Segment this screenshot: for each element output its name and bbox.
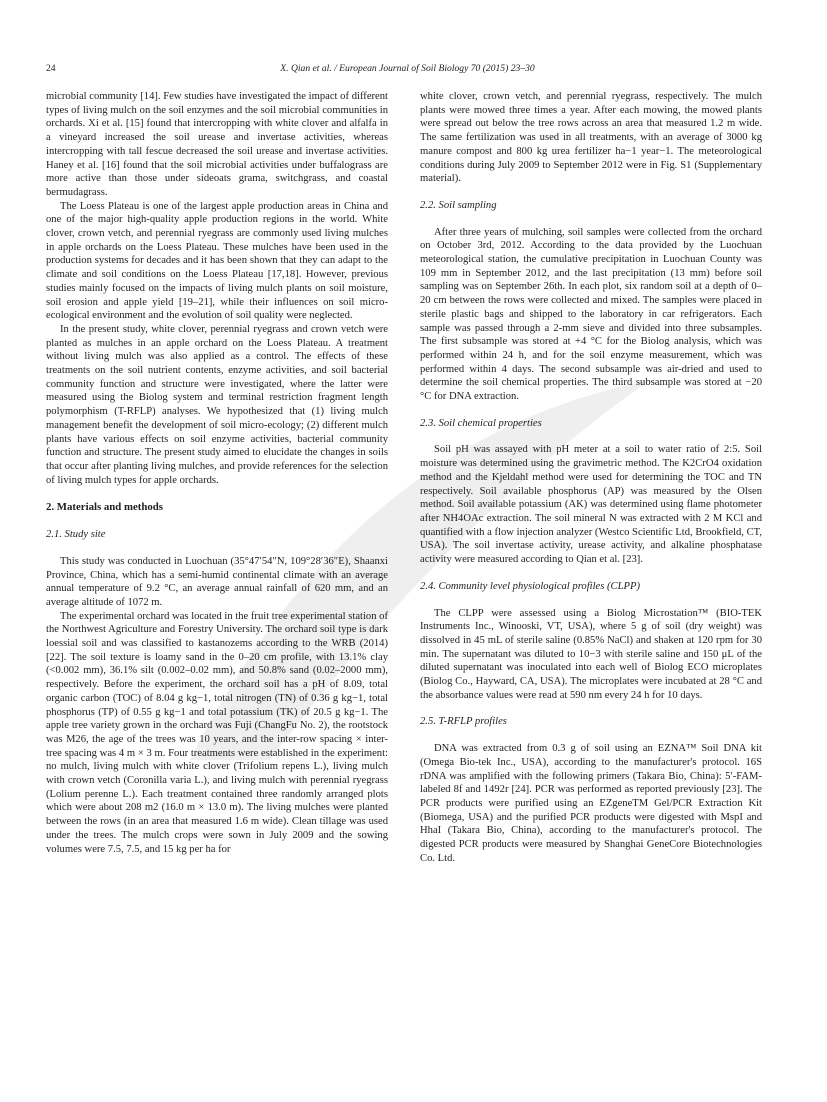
paragraph: In the present study, white clover, perennial ryegrass and crown vetch were planted as mulches in an apple orchard on the Loess Plateau. A treatment without living mulch was also applied as a control. The effects of these treatments on the soil nutrient contents, enzyme activities, and soil bacterial community function and structure were investigated, where the latter were measured using the Biolog system and terminal restriction fragment length polymorphism (T-RFLP) analyses. We hypothesized that (1) living mulch management benefit the development of soil micro-ecology; (2) different mulch plants have various effects on soil enzyme activities, bacterial community function and structure. The present study aimed to elucidate the changes in soils that occur after planting living mulches, and provide references for the selection of living mulch types for apple orchards. <box>46 323 388 486</box>
subsection-heading: 2.3. Soil chemical properties <box>420 417 542 429</box>
paragraph: After three years of mulching, soil samples were collected from the orchard on October 3rd, 2012. According to the data provided by the Luochuan meteorological station, the cumulative precipitation in Luochuan County was 109 mm in September 2012, and the last precipitation (13 mm) before soil sampling was on September 26th. In each plot, six random soil at a depth of 0–20 cm between the rows were collected and mixed. The samples were placed in sterile plastic bags and shipped to the laboratory in car refrigerators. Each sample was passed through a 2-mm sieve and divided into three subsamples. The first subsample was stored at +4 °C for the Biolog analysis, which was performed within 24 h, and for the soil enzyme measurement, which was performed within 4 days. The second subsample was air-dried and used to determine the soil chemical properties. The third subsample was stored at −20 °C for DNA extraction. <box>420 226 762 403</box>
paragraph: The Loess Plateau is one of the largest apple production areas in China and one of the major high-quality apple production regions in the world. White clover, crown vetch, and perennial ryegrass are commonly used living mulches in apple orchards on the Loess Plateau. These mulches have been used in the production systems for decades and it has been shown that they can adapt to the climate and soil conditions on the Loess Plateau [17,18]. However, previous studies mainly focused on the impacts of living mulch plants on soil moisture, soil erosion and apple yield [19–21], while their influences on soil micro-ecological environment and the evolution of soil quality were neglected. <box>46 200 388 322</box>
subsection-heading: 2.4. Community level physiological profiles (CLPP) <box>420 580 640 592</box>
paragraph: The CLPP were assessed using a Biolog Microstation™ (BIO-TEK Instruments Inc., Winooski, VT, USA), where 5 g of soil (dry weight) was dissolved in 45 mL of sterile saline (0.85% NaCl) and shaken at 120 rpm for 30 min. The supernatant was diluted to 10−3 with sterile saline and 150 μL of the diluted supernatant was inoculated into each well of Biolog ECO microplates (Biolog Co., Hayward, CA, USA). The microplates were incubated at 28 °C and the absorbance values were read at 590 nm every 24 h for 10 days. <box>420 607 762 701</box>
running-head: X. Qian et al. / European Journal of Soil Biology 70 (2015) 23–30 <box>280 63 535 74</box>
paragraph: Soil pH was assayed with pH meter at a soil to water ratio of 2:5. Soil moisture was determined using the gravimetric method. The K2CrO4 oxidation method and the Kjeldahl method were used for determining the TOC and TN respectively. Soil available phosphorus (AP) was measured by the Olsen method. Soil available potassium (AK) was determined using flame photometer after NH4OAc extraction. The soil mineral N was extracted with 2 M KCl and quantified with a flow injection analyzer (Westco Scientific Ltd, Brookfield, CT, USA). The soil invertase activity, urease activity, and alkaline phosphatase activity were measured according to Qian et al. [23]. <box>420 444 762 566</box>
paragraph: DNA was extracted from 0.3 g of soil using an EZNA™ Soil DNA kit (Omega Bio-tek Inc., USA), according to the manufacturer's protocol. 16S rDNA was amplified with the following primers (Takara Bio, China): 5′-FAM-labeled 8f and 1492r [24]. PCR was performed as reported previously [23]. The PCR products were purified using an EZgeneTM Gel/PCR Extraction Kit (Biomega, USA) and the purified PCR products were digested with MspI and HhaI (Takara Bio, China), according to the manufacturer's protocol. The digested PCR products were measured by Shanghai GeneCore Biotechnologies Co. Ltd. <box>420 743 762 864</box>
paragraph: This study was conducted in Luochuan (35°47′54″N, 109°28′36″E), Shaanxi Province, China, which has a semi-humid continental climate with an average annual temperature of 9.2 °C, an average annual rainfall of 620 mm, and an average altitude of 1072 m. <box>46 555 388 608</box>
left-column <box>46 90 388 856</box>
section-heading: 2. Materials and methods <box>46 501 163 514</box>
paragraph: The experimental orchard was located in the fruit tree experimental station of the Northwest Agriculture and Forestry University. The orchard soil type is dark loessial soil and was classified to kastanozems according to the WRB (2014) [22]. The soil texture is loamy sand in the 0–20 cm profile, with 13.1% clay (<0.002 mm), 36.1% silt (0.002–0.02 mm), and 50.8% sand (0.02–2000 mm), respectively. Before the experiment, the orchard soil has a pH of 8.09, total organic carbon (TOC) of 8.04 g kg−1, total nitrogen (TN) of 0.36 g kg−1, total phosphorus (TP) of 0.55 g kg−1 and total potassium (TK) of 20.5 g kg−1. The apple tree variety grown in the orchard was Fuji (ChangFu No. 2), the rootstock was M26, the age of the trees was 10 years, and the inter-row spacing × inter-tree spacing was 4 m × 3 m. Four treatments were established in the experiment: no mulch, living mulch with white clover (Trifolium repens L.), living mulch with crown vetch (Coronilla varia L.), and living mulch with perennial ryegrass (Lolium perenne L.). Each treatment contained three randomly arranged plots which were about 208 m2 (16.0 m × 13.0 m). The living mulches were planted between the rows (in an area that measured 1.6 m wide). Clean tillage was used under the trees. The mulch crops were sown in July 2009 and the sowing volumes were 7.5, 7.5, and 15 kg per ha for <box>46 610 388 855</box>
right-column <box>420 90 762 865</box>
paragraph: white clover, crown vetch, and perennial ryegrass, respectively. The mulch plants were mowed three times a year. After each mowing, the mowed plants were spread out below the tree rows across an area that measured 1.2 m wide. The same fertilization was used in all treatments, with an average of 3000 kg manure compost and 800 kg urea fertilizer ha−1 year−1. The meteorological conditions during July 2009 to September 2012 were in Fig. S1 (Supplementary material). <box>420 91 762 185</box>
subsection-heading: 2.2. Soil sampling <box>420 199 497 211</box>
subsection-heading: 2.5. T-RFLP profiles <box>420 716 507 728</box>
page-header <box>46 63 769 77</box>
subsection-heading: 2.1. Study site <box>46 529 106 541</box>
page-number: 24 <box>46 63 56 74</box>
paragraph: microbial community [14]. Few studies have investigated the impact of different types of living mulch on the soil enzymes and the soil microbial communities in orchards. Xi et al. [15] found that intercropping with white clover and alfalfa in a vineyard increased the soil urease and invertase activities, whereas intercropping with tall fescue decreased the soil urease and invertase activities. Haney et al. [16] found that the soil microbial activities under buffalograss are more active than those under sideoats grama, switchgrass, and coastal bermudagrass. <box>46 91 388 198</box>
